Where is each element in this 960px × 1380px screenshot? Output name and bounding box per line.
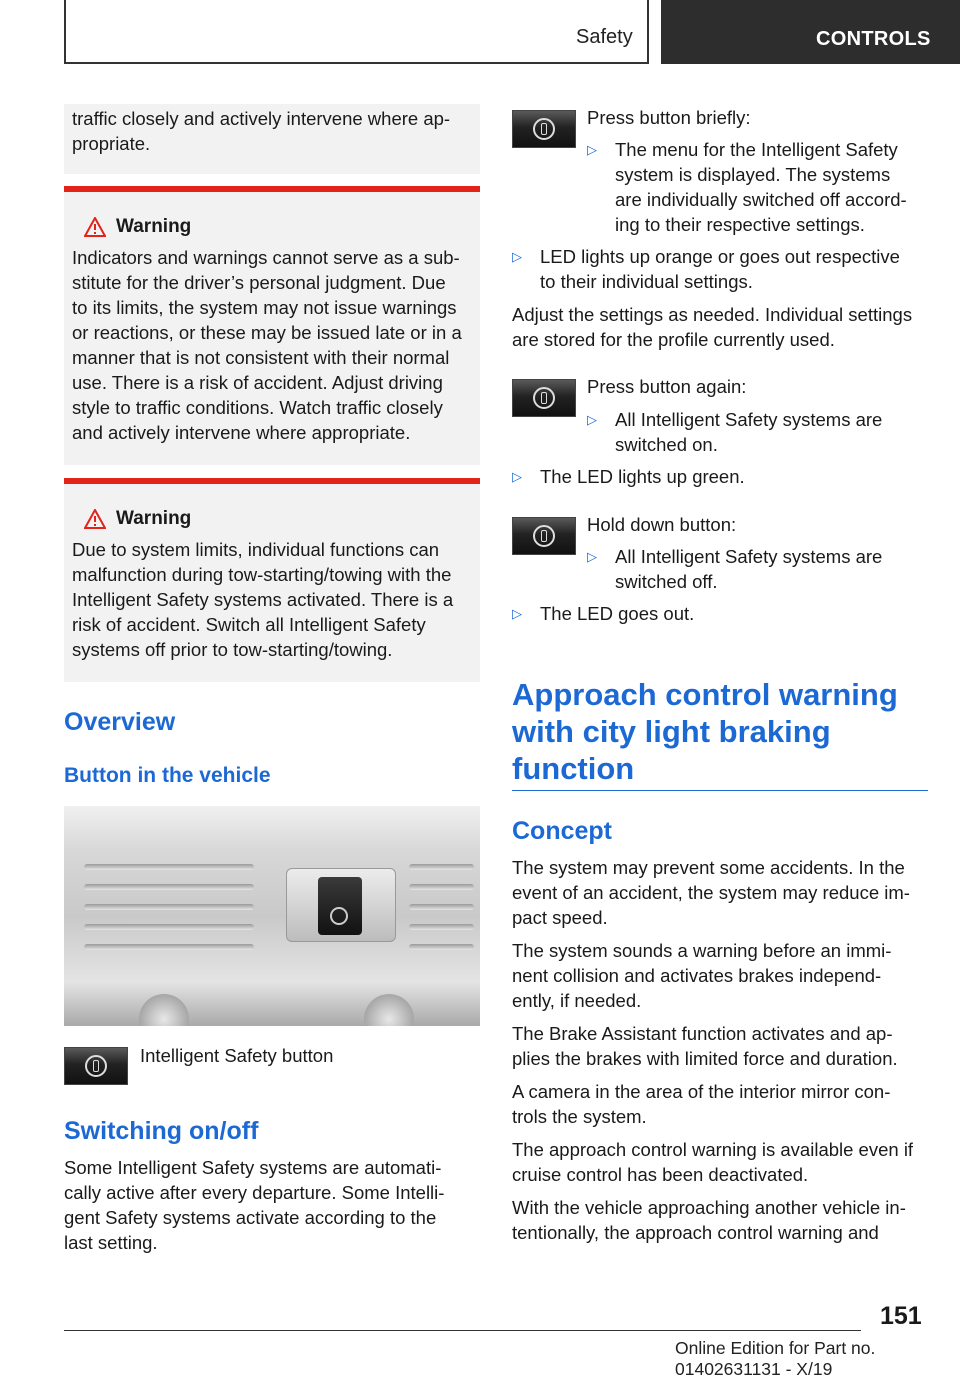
concept-paragraph <box>512 1079 932 1129</box>
switching-line: last setting. <box>64 1232 158 1253</box>
concept-paragraph <box>512 1137 932 1187</box>
warning2-title: Warning <box>116 508 192 529</box>
warning1-line: manner that is not consistent with their normal <box>72 347 450 368</box>
intro-line: propriate. <box>72 133 151 154</box>
concept-line: ently, if needed. <box>512 990 642 1011</box>
control-knob <box>139 994 189 1026</box>
section-title-line: with city light braking <box>512 714 831 749</box>
warning1-title-row <box>72 214 472 239</box>
header-frame <box>64 0 649 64</box>
vent-slat <box>409 904 474 910</box>
warning1-line: and actively intervene where appropriate. <box>72 422 411 443</box>
briefly-list-item <box>587 137 932 237</box>
warning2-line: systems off prior to tow-starting/towing. <box>72 639 393 660</box>
warning2-line: Due to system limits, individual functions can <box>72 539 440 560</box>
press-briefly-label: Press button briefly: <box>587 107 751 128</box>
concept-line: With the vehicle approaching another vehicle in- <box>512 1197 906 1218</box>
triangle-bullet-icon: ▷ <box>587 549 597 564</box>
button-heading: Button in the vehicle <box>64 764 271 787</box>
concept-line: The system may prevent some accidents. In the <box>512 857 905 878</box>
press-again-label: Press button again: <box>587 376 747 397</box>
concept-paragraph <box>512 1021 932 1071</box>
vent-slat <box>84 904 254 910</box>
warning1-line: stitute for the driver’s personal judgment. Due <box>72 272 446 293</box>
warning1-line: or reactions, or these may be issued late or in a <box>72 322 462 343</box>
briefly-line: The menu for the Intelligent Safety <box>615 139 898 160</box>
vent-slat <box>84 944 254 950</box>
warning2-line: Intelligent Safety systems activated. There is a <box>72 589 454 610</box>
concept-line: tentionally, the approach control warning and <box>512 1222 879 1243</box>
switching-line: gent Safety systems activate according to the <box>64 1207 437 1228</box>
hold-line: switched off. <box>615 571 718 592</box>
warning-triangle-icon <box>84 217 106 237</box>
warning1-line: use. There is a risk of accident. Adjust driving <box>72 372 443 393</box>
triangle-bullet-icon: ▷ <box>512 469 522 484</box>
intelligent-safety-button-icon <box>64 1047 128 1085</box>
section-divider <box>512 790 928 791</box>
header-section: Safety <box>576 26 633 48</box>
intro-line: traffic closely and actively intervene where ap- <box>72 108 451 129</box>
concept-paragraph <box>512 1195 932 1245</box>
led-green-text: The LED lights up green. <box>540 466 745 487</box>
page-number: 151 <box>880 1302 922 1330</box>
intro-box <box>64 104 480 174</box>
warning2-title-row <box>72 506 472 531</box>
concept-line: event of an accident, the system may reduce im- <box>512 882 910 903</box>
intelligent-safety-button-icon <box>318 877 362 935</box>
led-out-text: The LED goes out. <box>540 603 695 624</box>
intelligent-safety-button-icon <box>512 379 576 417</box>
concept-line: A camera in the area of the interior mirror con- <box>512 1081 891 1102</box>
hold-down-label: Hold down button: <box>587 514 737 535</box>
warning1-line: style to traffic conditions. Watch traffic closely <box>72 397 443 418</box>
triangle-bullet-icon: ▷ <box>587 142 597 157</box>
concept-heading: Concept <box>512 817 612 845</box>
button-panel <box>286 868 396 942</box>
header-chapter: CONTROLS <box>661 0 960 64</box>
briefly-line: are individually switched off accord- <box>615 189 907 210</box>
concept-line: plies the brakes with limited force and duration. <box>512 1048 898 1069</box>
triangle-bullet-icon: ▷ <box>512 606 522 621</box>
intelligent-safety-button-icon <box>512 517 576 555</box>
again-line: switched on. <box>615 434 718 455</box>
concept-line: The approach control warning is available even if <box>512 1139 914 1160</box>
warning2-box <box>64 484 480 682</box>
led-orange-line: LED lights up orange or goes out respective <box>540 246 900 267</box>
adjust-line: are stored for the profile currently used. <box>512 329 835 350</box>
warning1-line: to its limits, the system may not issue warnings <box>72 297 457 318</box>
concept-body <box>512 855 932 1245</box>
briefly-line: ing to their respective settings. <box>615 214 865 235</box>
led-orange-item <box>512 244 932 294</box>
warning2-line: risk of accident. Switch all Intelligent Safety <box>72 614 426 635</box>
concept-line: The system sounds a warning before an immi- <box>512 940 892 961</box>
vent-slat <box>84 924 254 930</box>
concept-line: cruise control has been deactivated. <box>512 1164 809 1185</box>
concept-line: nent collision and activates brakes independ- <box>512 965 882 986</box>
warning1-box <box>64 192 480 465</box>
concept-line: pact speed. <box>512 907 608 928</box>
hold-list-item <box>587 544 932 594</box>
intelligent-safety-button-icon <box>512 110 576 148</box>
vent-slat <box>84 864 254 870</box>
switching-paragraph <box>64 1155 480 1255</box>
concept-line: trols the system. <box>512 1106 647 1127</box>
switching-line: cally active after every departure. Some Intelli- <box>64 1182 445 1203</box>
vent-slat <box>409 944 474 950</box>
vent-slat <box>409 924 474 930</box>
triangle-bullet-icon: ▷ <box>512 249 522 264</box>
vent-slat <box>409 864 474 870</box>
concept-line: The Brake Assistant function activates and ap- <box>512 1023 893 1044</box>
section-title-line: function <box>512 751 635 786</box>
led-green-item <box>512 464 932 489</box>
vent-slat <box>84 884 254 890</box>
overview-heading: Overview <box>64 708 176 736</box>
warning2-line: malfunction during tow-starting/towing with the <box>72 564 452 585</box>
warning1-line: Indicators and warnings cannot serve as a sub- <box>72 247 460 268</box>
warning-triangle-icon <box>84 509 106 529</box>
briefly-line: system is displayed. The systems <box>615 164 891 185</box>
vent-slat <box>409 884 474 890</box>
hold-line: All Intelligent Safety systems are <box>615 546 883 567</box>
again-list-item <box>587 407 932 457</box>
switching-heading: Switching on/off <box>64 1117 259 1145</box>
led-orange-line: to their individual settings. <box>540 271 753 292</box>
concept-paragraph <box>512 855 932 930</box>
button-caption: Intelligent Safety button <box>140 1045 334 1066</box>
control-knob <box>364 994 414 1026</box>
adjust-paragraph <box>512 302 932 352</box>
adjust-line: Adjust the settings as needed. Individual settings <box>512 304 913 325</box>
switching-line: Some Intelligent Safety systems are automati- <box>64 1157 442 1178</box>
footer-rule <box>64 1330 861 1331</box>
footer-edition: Online Edition for Part no. 01402631131 - X/19 <box>675 1338 876 1379</box>
section-title <box>512 676 932 787</box>
section-title-line: Approach control warning <box>512 677 898 712</box>
led-out-item <box>512 601 932 626</box>
concept-paragraph <box>512 938 932 1013</box>
triangle-bullet-icon: ▷ <box>587 412 597 427</box>
dashboard-photo <box>64 806 480 1026</box>
again-line: All Intelligent Safety systems are <box>615 409 883 430</box>
warning1-title: Warning <box>116 216 192 237</box>
